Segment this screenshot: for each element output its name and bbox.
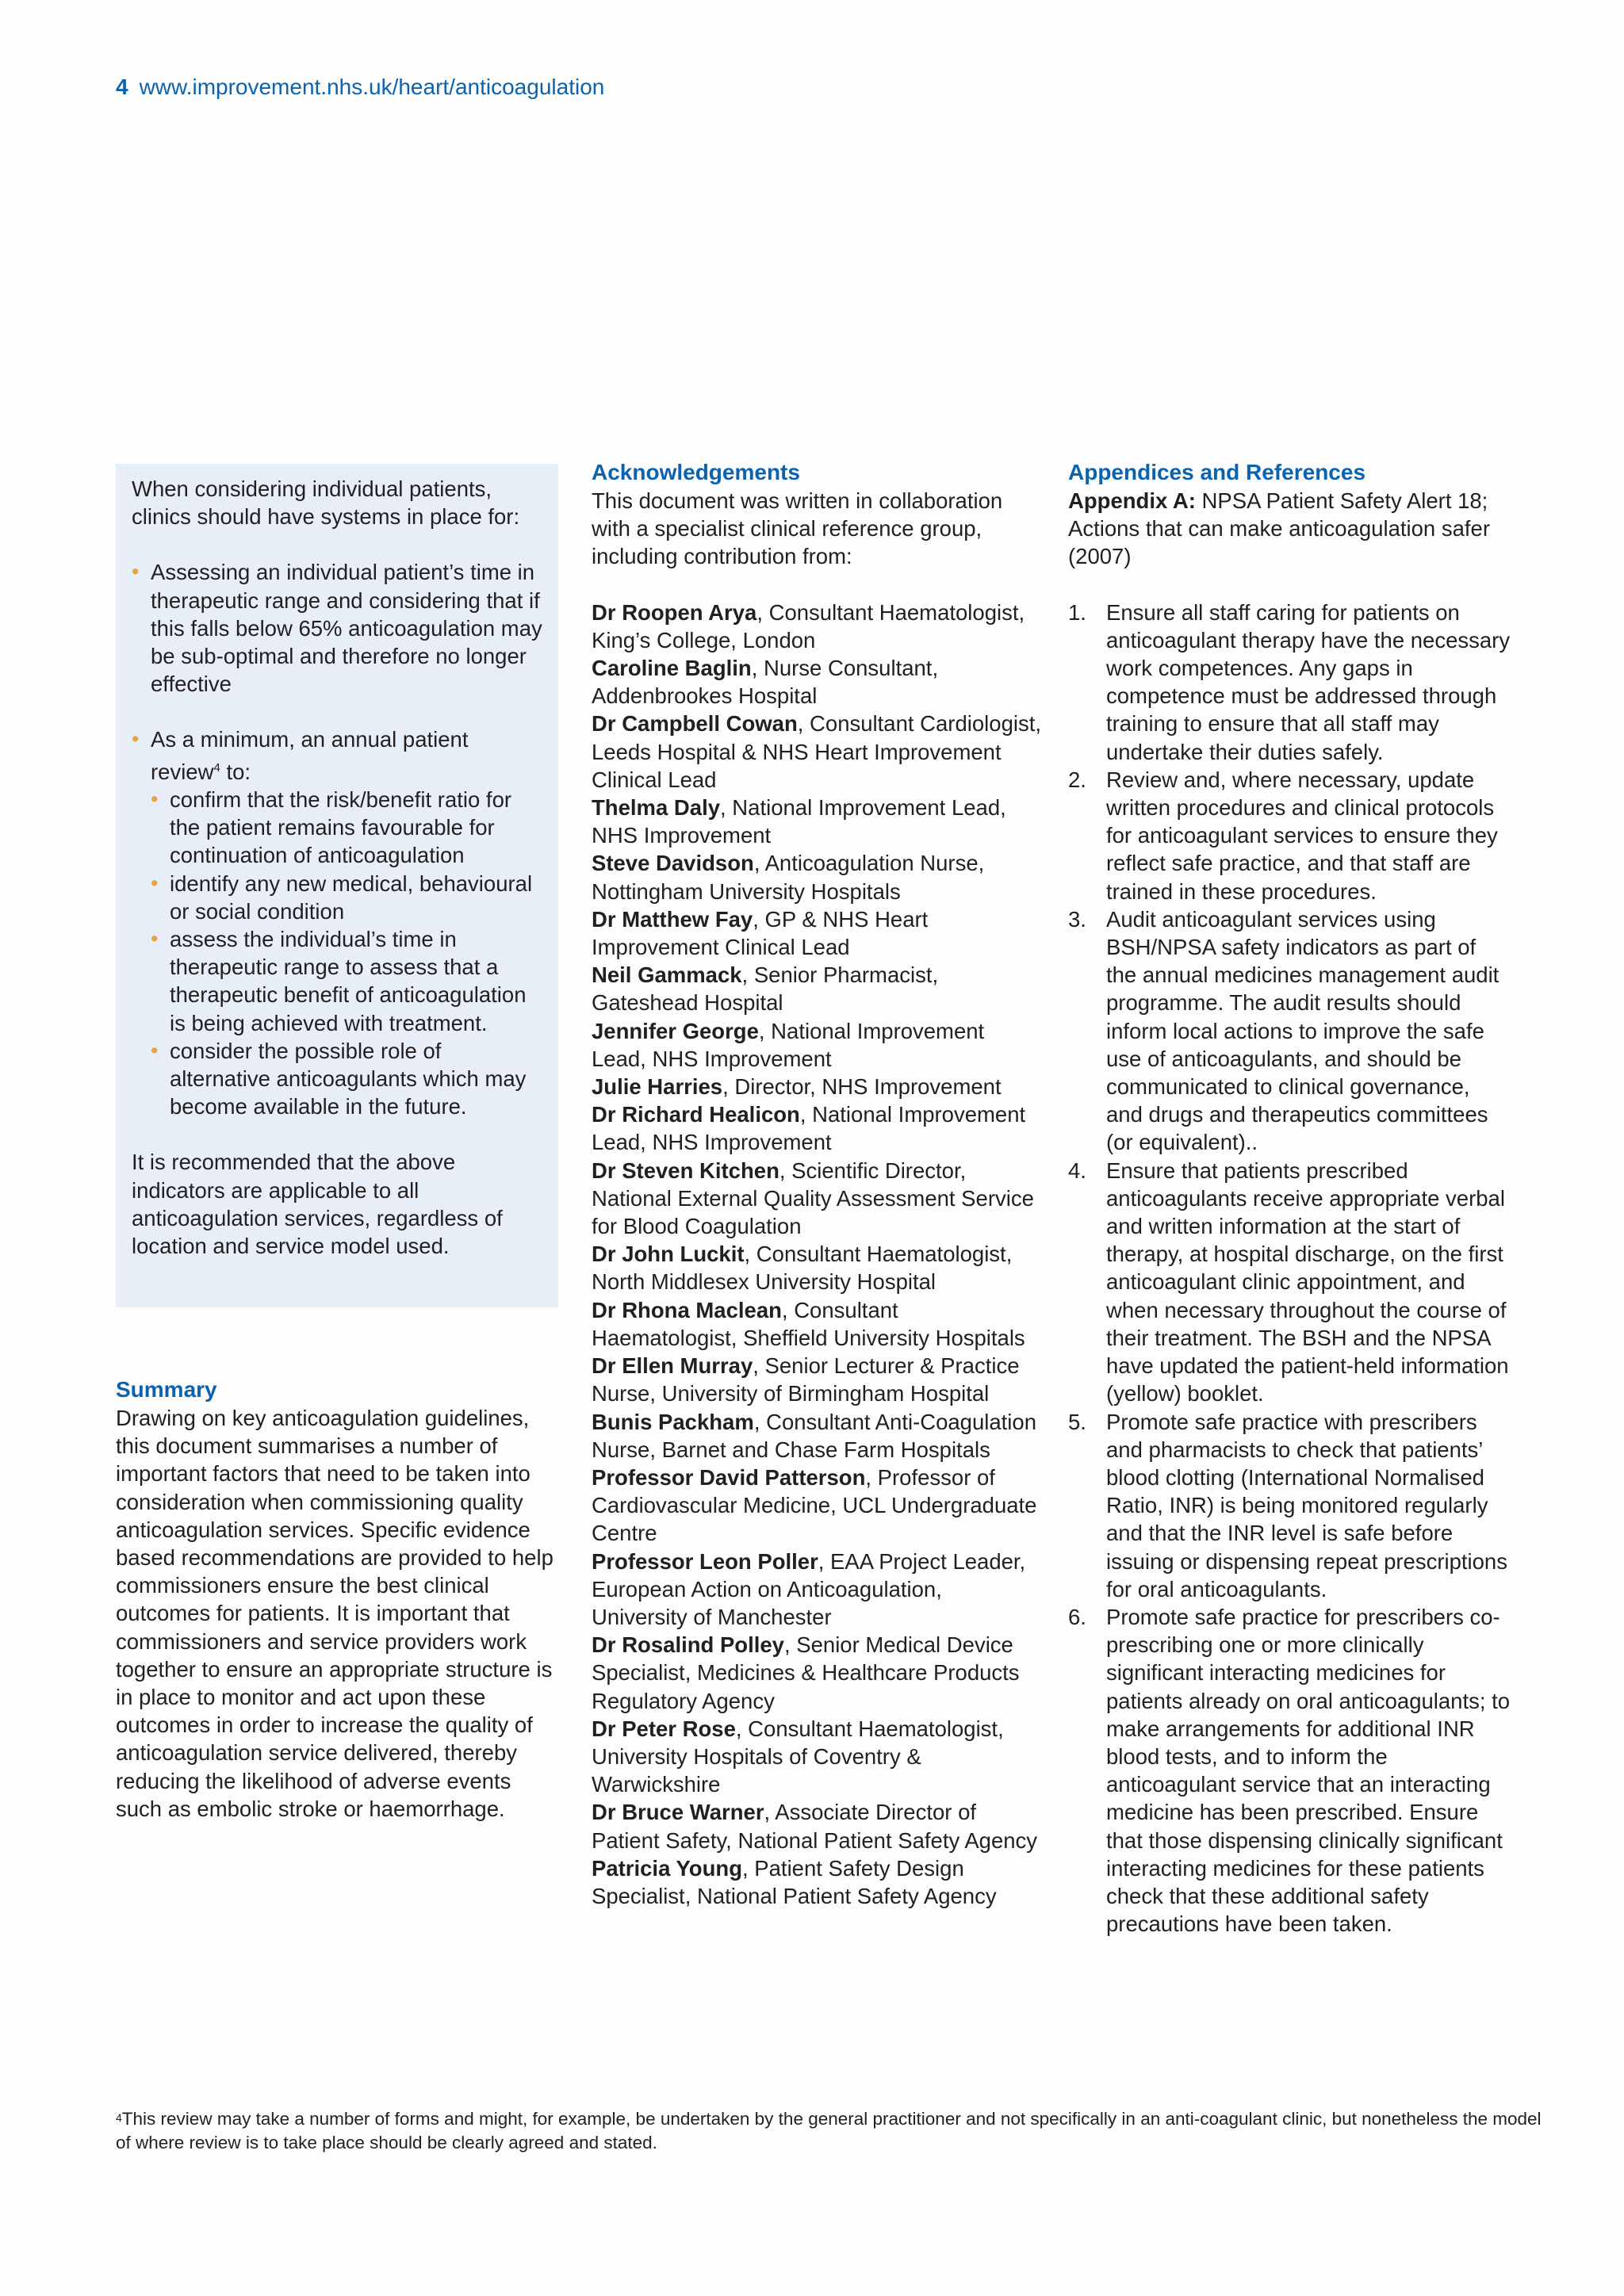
contributor-item	[592, 905, 1044, 961]
contributor-name: Patricia Young	[592, 1855, 743, 1881]
contributor-role: , Consultant Anti-Coagulation Nurse, Barnet and Chase Farm Hospitals	[592, 1409, 1037, 1462]
contributor-name: Dr Roopen Arya	[592, 599, 757, 625]
contributor-role: , GP & NHS Heart Improvement Clinical Lead	[592, 906, 929, 960]
box-intro: When considering individual patients, clinics should have systems in place for:	[132, 476, 520, 530]
contributor-item	[592, 1408, 1044, 1464]
contributor-name: Neil Gammack	[592, 962, 742, 988]
contributor-name: Thelma Daly	[592, 795, 721, 821]
contributor-item	[592, 1854, 1044, 1910]
contributor-role: , Director, NHS Improvement	[722, 1074, 1002, 1100]
contributor-role: , National Improvement Lead, NHS Improvement	[592, 795, 1006, 848]
contributor-role: , Consultant Haematologist, University Hospitals of Coventry & Warwickshire	[592, 1716, 1004, 1797]
recommendation-text: Review and, where necessary, update written procedures and clinical protocols for anticoagulant services to ensure they reflect safe practice, and that staff are trained in these procedures.	[1106, 767, 1498, 904]
contributor-role: , Senior Pharmacist, Gateshead Hospital	[592, 962, 939, 1016]
summary-text: Drawing on key anticoagulation guidelines, this document summarises a number of important factors that need to be taken into consideration when commissioning quality anticoagulation services. Specific evidence based recommendations are provided to help commissioners ensure the best clinical outcomes for patients. It is important that commissioners and service providers work together to ensure an appropriate structure is in place to monitor and act upon these outcomes in order to increase the quality of anticoagulation service delivered, thereby reducing the likelihood of adverse events such as embolic stroke or haemorrhage.	[116, 1406, 553, 1821]
recommendation-text: Ensure that patients prescribed anticoagulants receive appropriate verbal and written information at the start of therapy, at hospital discharge, on the first anticoagulant clinic appointment, and when necessary throughout the course of their treatment. The BSH and the NPSA have updated the patient-held information (yellow) booklet.	[1106, 1158, 1509, 1406]
recommendation-number: 3.	[1068, 906, 1086, 932]
contributor-item	[592, 1548, 1044, 1632]
appendices-heading: Appendices and References	[1068, 460, 1366, 484]
contributor-role: , Consultant Haematologist, Sheffield University Hospitals	[592, 1297, 1025, 1350]
contributor-name: Professor David Patterson	[592, 1464, 866, 1490]
box-bullet-item	[132, 558, 542, 698]
recommendation-number: 5.	[1068, 1409, 1086, 1434]
appendices-section	[1068, 458, 1512, 1938]
contributor-name: Dr Rhona Maclean	[592, 1297, 782, 1322]
contributor-role: , EAA Project Leader, European Action on Anticoagulation, University of Manchester	[592, 1548, 1026, 1629]
contributor-item	[592, 1073, 1044, 1100]
box-sub-bullet-text: identify any new medical, behavioural or social condition	[170, 871, 533, 924]
contributor-name: Dr Bruce Warner	[592, 1800, 764, 1825]
contributor-name: Bunis Packham	[592, 1409, 754, 1434]
contributor-item	[592, 1798, 1044, 1854]
box-bullet-item	[132, 725, 542, 1120]
contributor-item	[592, 1240, 1044, 1295]
box-sub-bullet-item	[151, 925, 542, 1037]
header-url-link[interactable]: www.improvement.nhs.uk/heart/anticoagulation	[139, 75, 605, 99]
summary-heading: Summary	[116, 1377, 217, 1402]
appendix-a-label: Appendix A:	[1068, 488, 1196, 513]
box-sub-bullet-list	[151, 786, 542, 1120]
summary-section	[116, 1376, 560, 1823]
footnote-marker: 4	[116, 2111, 122, 2124]
box-bullet-2-text: As a minimum, an annual patient review	[151, 727, 469, 784]
appendix-a-text: NPSA Patient Safety Alert 18; Actions that can make anticoagulation safer (2007)	[1068, 488, 1490, 569]
contributor-list	[592, 599, 1044, 1911]
contributor-item	[592, 599, 1044, 654]
patient-systems-column	[116, 464, 558, 1307]
recommendation-item	[1068, 766, 1512, 905]
bullet-dot-icon: •	[151, 927, 159, 951]
box-bullet-1-text: Assessing an individual patient’s time in therapeutic range and considering that if this falls below 65% anticoagulation may be sub-optimal and therefore no longer effective	[151, 560, 542, 697]
box-sub-bullet-text: consider the possible role of alternative anticoagulants which may become available in the future.	[170, 1038, 527, 1119]
appendix-a-title	[1068, 487, 1512, 571]
contributor-role: , Scientific Director, National External Quality Assessment Service for Blood Coagulation	[592, 1158, 1034, 1239]
contributor-name: Professor Leon Poller	[592, 1548, 818, 1574]
contributor-role: , National Improvement Lead, NHS Improvement	[592, 1018, 985, 1071]
contributor-name: Caroline Baglin	[592, 656, 752, 681]
contributor-item	[592, 1631, 1044, 1715]
contributor-role: , Senior Medical Device Specialist, Medicines & Healthcare Products Regulatory Agency	[592, 1632, 1020, 1713]
bullet-dot-icon: •	[132, 727, 140, 752]
bullet-dot-icon: •	[151, 786, 159, 811]
contributor-item	[592, 1100, 1044, 1156]
contributor-name: Dr Rosalind Polley	[592, 1632, 784, 1658]
contributor-name: Dr Richard Healicon	[592, 1102, 800, 1127]
page-number: 4	[116, 75, 128, 99]
recommendation-number: 1.	[1068, 599, 1086, 625]
box-sub-bullet-item	[151, 1037, 542, 1121]
contributor-item	[592, 1296, 1044, 1352]
recommendation-item	[1068, 1603, 1512, 1938]
box-closing: It is recommended that the above indicators are applicable to all anticoagulation services, regardless of location and service model used.	[132, 1150, 503, 1259]
box-sub-bullet-text: confirm that the risk/benefit ratio for the patient remains favourable for continuation of anticoagulation	[170, 786, 512, 868]
footnote	[116, 2107, 1543, 2155]
contributor-item	[592, 794, 1044, 849]
patient-systems-box	[116, 464, 558, 1307]
contributor-name: Dr John Luckit	[592, 1242, 745, 1267]
recommendation-number: 2.	[1068, 767, 1086, 792]
contributor-role: , Patient Safety Design Specialist, National Patient Safety Agency	[592, 1855, 997, 1908]
contributor-item	[592, 1464, 1044, 1548]
contributor-name: Dr Peter Rose	[592, 1716, 736, 1741]
recommendation-item	[1068, 1408, 1512, 1603]
acknowledgements-section	[592, 458, 1044, 1910]
contributor-role: , Nurse Consultant, Addenbrookes Hospital	[592, 656, 939, 709]
contributor-name: Jennifer George	[592, 1018, 759, 1043]
contributor-item	[592, 849, 1044, 905]
page-header	[116, 70, 604, 105]
contributor-role: , Professor of Cardiovascular Medicine, UCL Undergraduate Centre	[592, 1464, 1037, 1546]
bullet-dot-icon: •	[151, 871, 159, 895]
acknowledgements-heading: Acknowledgements	[592, 460, 800, 484]
recommendations-list	[1068, 599, 1512, 1938]
recommendation-text: Promote safe practice for prescribers co-prescribing one or more clinically significant interacting medicines for patients already on oral anticoagulants; to make arrangements for additional INR blood tests, and to inform the anticoagulant service that an interacting medicine has been prescribed. Ensure that those dispensing clinically significant interacting medicines for these patients check that these additional safety precautions have been taken.	[1106, 1604, 1511, 1937]
contributor-name: Dr Campbell Cowan	[592, 711, 798, 737]
bullet-dot-icon: •	[151, 1038, 159, 1062]
contributor-role: , Anticoagulation Nurse, Nottingham University Hospitals	[592, 851, 985, 904]
contributor-item	[592, 1017, 1044, 1073]
contributor-role: , Consultant Haematologist, North Middlesex University Hospital	[592, 1242, 1013, 1295]
footnote-ref: 4	[213, 760, 220, 775]
contributor-role: , Senior Lecturer & Practice Nurse, University of Birmingham Hospital	[592, 1353, 1020, 1406]
recommendation-item	[1068, 1157, 1512, 1408]
recommendation-number: 6.	[1068, 1604, 1086, 1629]
contributor-name: Dr Matthew Fay	[592, 906, 753, 932]
contributor-role: , Consultant Cardiologist, Leeds Hospital & NHS Heart Improvement Clinical Lead	[592, 711, 1042, 792]
contributor-name: Dr Steven Kitchen	[592, 1158, 779, 1183]
recommendation-item	[1068, 905, 1512, 1157]
recommendation-number: 4.	[1068, 1158, 1086, 1183]
box-sub-bullet-text: assess the individual’s time in therapeutic range to assess that a therapeutic benefit of anticoagulation is being achieved with treatment.	[170, 927, 527, 1035]
contributor-item	[592, 1352, 1044, 1407]
contributor-role: , Consultant Haematologist, King’s College, London	[592, 599, 1025, 652]
acknowledgements-intro: This document was written in collaboration with a specialist clinical reference group, including contribution from:	[592, 488, 1003, 569]
contributor-name: Julie Harries	[592, 1074, 723, 1100]
contributor-name: Dr Ellen Murray	[592, 1353, 753, 1379]
contributor-role: , Associate Director of Patient Safety, National Patient Safety Agency	[592, 1800, 1038, 1853]
box-bullet-2-tail: to:	[220, 759, 251, 784]
recommendation-text: Audit anticoagulant services using BSH/NPSA safety indicators as part of the annual medicines management audit programme. The audit results should inform local actions to improve the safe use of anticoagulants, and should be communicated to clinical governance, and drugs and therapeutics committees (or equivalent)..	[1106, 906, 1500, 1155]
contributor-name: Steve Davidson	[592, 851, 754, 876]
box-bullet-list	[132, 558, 542, 1120]
box-sub-bullet-item	[151, 870, 542, 925]
recommendation-text: Promote safe practice with prescribers and pharmacists to check that patients’ blood clotting (International Normalised Ratio, INR) is being monitored regularly and that the INR level is safe before issuing or dispensing repeat prescriptions for oral anticoagulants.	[1106, 1409, 1507, 1601]
contributor-role: , National Improvement Lead, NHS Improvement	[592, 1102, 1026, 1155]
contributor-item	[592, 654, 1044, 710]
bullet-dot-icon: •	[132, 560, 140, 584]
footnote-text: This review may take a number of forms and might, for example, be undertaken by the general practitioner and not specifically in an anti-coagulant clinic, but nonetheless the model of where review is to take place should be clearly agreed and stated.	[116, 2109, 1542, 2152]
contributor-item	[592, 710, 1044, 794]
recommendation-item	[1068, 599, 1512, 766]
contributor-item	[592, 1715, 1044, 1799]
recommendation-text: Ensure all staff caring for patients on anticoagulant therapy have the necessary work competences. Any gaps in competence must be addressed through training to ensure that all staff may undertake their duties safely.	[1106, 599, 1511, 764]
contributor-item	[592, 961, 1044, 1016]
contributor-item	[592, 1157, 1044, 1241]
box-sub-bullet-item	[151, 786, 542, 870]
